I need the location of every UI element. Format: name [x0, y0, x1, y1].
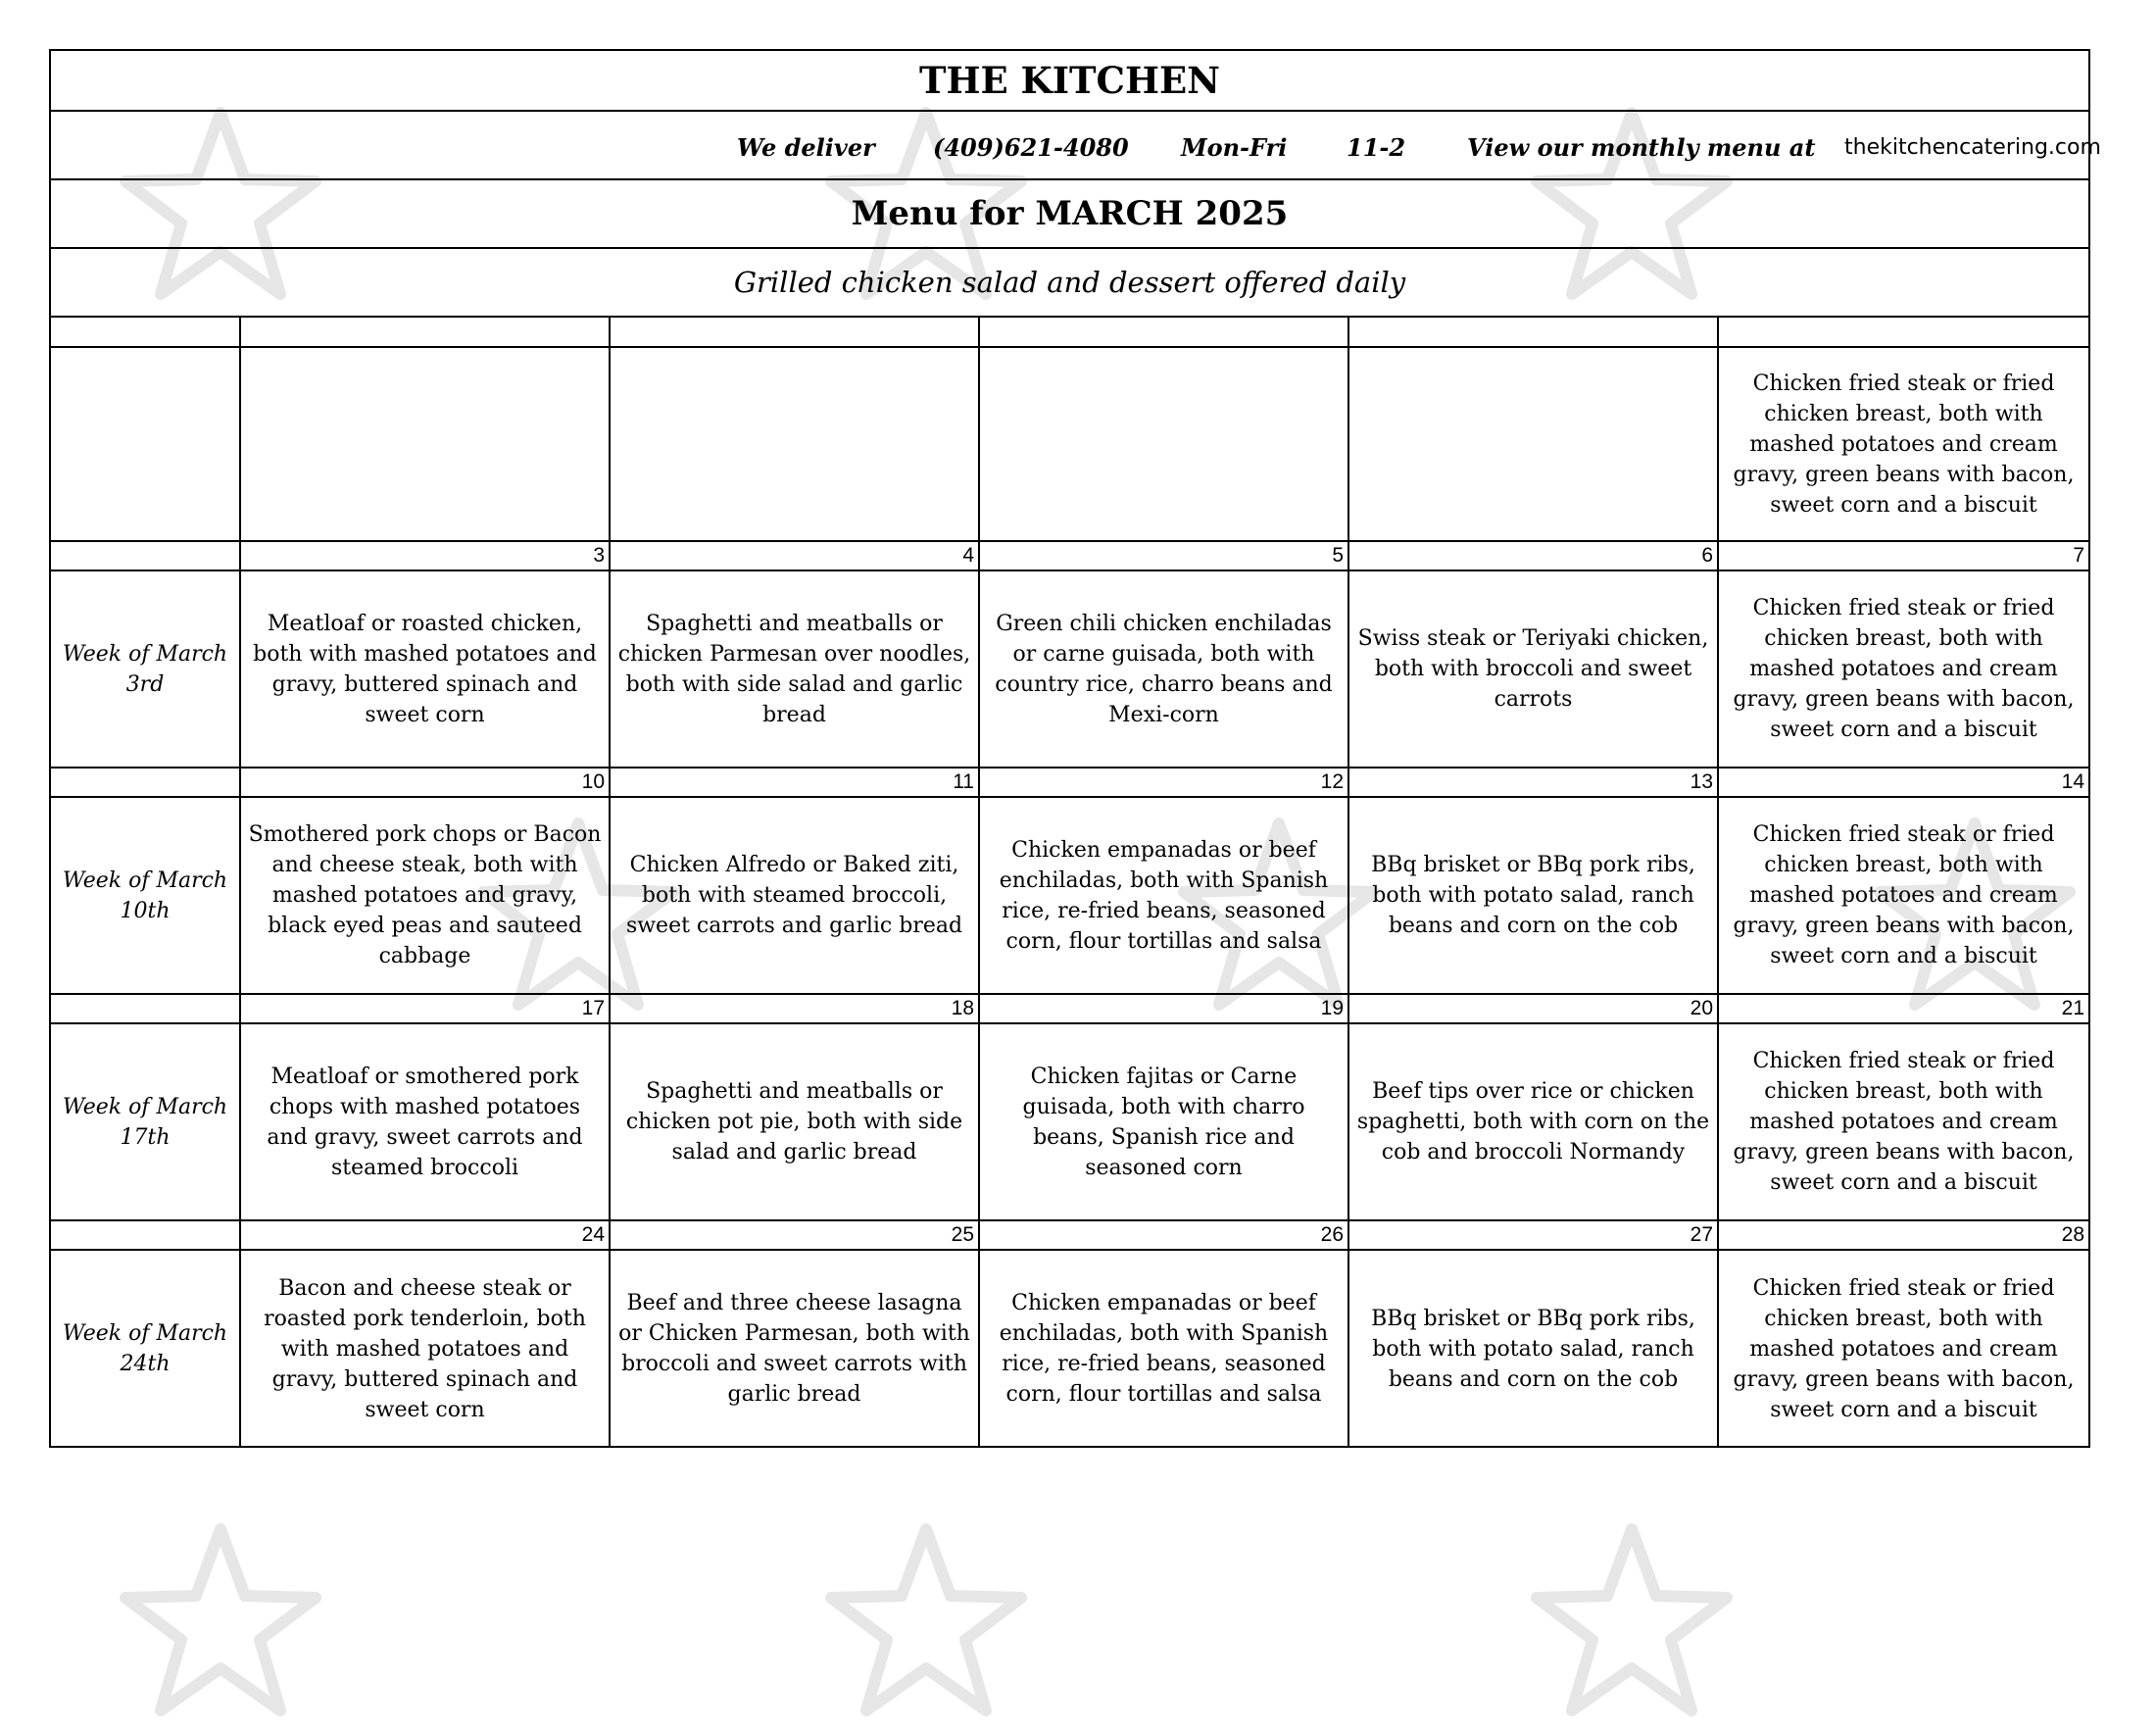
- date-number: 10: [240, 768, 610, 797]
- star-fork-icon: [108, 1510, 333, 1735]
- week-label: Week of March 24th: [51, 1250, 240, 1447]
- week-row: [51, 1023, 2088, 1220]
- week-row: [51, 1250, 2088, 1447]
- daily-menu-cell: Chicken fried steak or fried chicken breast, both with mashed potatoes and cream gravy, green beans with bacon, sweet corn and a biscuit: [1718, 570, 2088, 768]
- week-label: Week of March 3rd: [51, 570, 240, 768]
- week-spacer-cell: [51, 318, 240, 347]
- week-spacer-cell: [51, 994, 240, 1023]
- delivery-hours: 11-2: [1347, 133, 1406, 162]
- daily-menu-cell: Smothered pork chops or Bacon and cheese steak, both with mashed potatoes and gravy, black eyed peas and sauteed cabbage: [240, 797, 610, 994]
- week-spacer-cell: [51, 541, 240, 570]
- date-number: [1348, 318, 1718, 347]
- date-number: 26: [979, 1220, 1348, 1250]
- daily-menu-cell: Chicken fried steak or fried chicken breast, both with mashed potatoes and cream gravy, green beans with bacon, sweet corn and a biscuit: [1718, 347, 2088, 541]
- week-row: [51, 797, 2088, 994]
- date-number: 5: [979, 541, 1348, 570]
- date-number: 18: [610, 994, 979, 1023]
- delivery-days: Mon-Fri: [1181, 133, 1288, 162]
- week-spacer-cell: [51, 1220, 240, 1250]
- daily-menu-cell: Meatloaf or smothered pork chops with mashed potatoes and gravy, sweet carrots and steamed broccoli: [240, 1023, 610, 1220]
- star-fork-icon: [1519, 1510, 1744, 1735]
- date-number: 7: [1718, 541, 2088, 570]
- daily-menu-cell: Chicken Alfredo or Baked ziti, both with steamed broccoli, sweet carrots and garlic bread: [610, 797, 979, 994]
- daily-menu-cell: Meatloaf or roasted chicken, both with mashed potatoes and gravy, buttered spinach and sweet corn: [240, 570, 610, 768]
- date-number-row: [51, 541, 2088, 570]
- daily-menu-cell: Chicken fajitas or Carne guisada, both with charro beans, Spanish rice and seasoned corn: [979, 1023, 1348, 1220]
- daily-menu-cell: [1348, 347, 1718, 541]
- date-number: 20: [1348, 994, 1718, 1023]
- menu-sheet: [49, 49, 2101, 1448]
- date-number: 21: [1718, 994, 2088, 1023]
- date-number: 14: [1718, 768, 2088, 797]
- date-number: 6: [1348, 541, 1718, 570]
- menu-link-label: View our monthly menu at: [1467, 133, 1816, 162]
- daily-menu-cell: BBq brisket or BBq pork ribs, both with potato salad, ranch beans and corn on the cob: [1348, 1250, 1718, 1447]
- month-title: Menu for MARCH 2025: [51, 180, 2088, 249]
- daily-menu-cell: Green chili chicken enchiladas or carne guisada, both with country rice, charro beans and Mexi-corn: [979, 570, 1348, 768]
- website-link[interactable]: thekitchencatering.com: [1844, 135, 2101, 160]
- daily-menu-cell: Spaghetti and meatballs or chicken Parmesan over noodles, both with side salad and garlic bread: [610, 570, 979, 768]
- week-row: [51, 570, 2088, 768]
- daily-menu-cell: [610, 347, 979, 541]
- week-label: Week of March 10th: [51, 797, 240, 994]
- daily-note: Grilled chicken salad and dessert offered daily: [51, 249, 2088, 318]
- date-number: 25: [610, 1220, 979, 1250]
- week-label: [51, 347, 240, 541]
- date-number: 28: [1718, 1220, 2088, 1250]
- daily-menu-cell: Swiss steak or Teriyaki chicken, both with broccoli and sweet carrots: [1348, 570, 1718, 768]
- daily-menu-cell: [240, 347, 610, 541]
- date-number-row: [51, 994, 2088, 1023]
- daily-menu-cell: Beef tips over rice or chicken spaghetti, both with corn on the cob and broccoli Normandy: [1348, 1023, 1718, 1220]
- date-number: 17: [240, 994, 610, 1023]
- date-number: [610, 318, 979, 347]
- deliver-label: We deliver: [737, 133, 875, 162]
- date-number: 24: [240, 1220, 610, 1250]
- date-number: 12: [979, 768, 1348, 797]
- week-label: Week of March 17th: [51, 1023, 240, 1220]
- date-number-row: [51, 318, 2088, 347]
- star-fork-icon: [813, 1510, 1039, 1735]
- daily-menu-cell: Bacon and cheese steak or roasted pork tenderloin, both with mashed potatoes and gravy, buttered spinach and sweet corn: [240, 1250, 610, 1447]
- date-number: 11: [610, 768, 979, 797]
- restaurant-title: THE KITCHEN: [51, 51, 2088, 112]
- daily-menu-cell: Chicken fried steak or fried chicken breast, both with mashed potatoes and cream gravy, green beans with bacon, sweet corn and a biscuit: [1718, 1023, 2088, 1220]
- daily-menu-cell: BBq brisket or BBq pork ribs, both with potato salad, ranch beans and corn on the cob: [1348, 797, 1718, 994]
- date-number: [1718, 318, 2088, 347]
- menu-calendar: [51, 318, 2088, 1447]
- date-number: 13: [1348, 768, 1718, 797]
- date-number-row: [51, 1220, 2088, 1250]
- daily-menu-cell: Spaghetti and meatballs or chicken pot pie, both with side salad and garlic bread: [610, 1023, 979, 1220]
- delivery-info-bar: [51, 112, 2101, 180]
- week-row: [51, 347, 2088, 541]
- daily-menu-cell: [979, 347, 1348, 541]
- daily-menu-cell: Chicken empanadas or beef enchiladas, both with Spanish rice, re-fried beans, seasoned corn, flour tortillas and salsa: [979, 797, 1348, 994]
- date-number: 3: [240, 541, 610, 570]
- daily-menu-cell: Chicken fried steak or fried chicken breast, both with mashed potatoes and cream gravy, green beans with bacon, sweet corn and a biscuit: [1718, 797, 2088, 994]
- phone-number: (409)621-4080: [933, 133, 1129, 162]
- date-number: [240, 318, 610, 347]
- date-number-row: [51, 768, 2088, 797]
- daily-menu-cell: Beef and three cheese lasagna or Chicken Parmesan, both with broccoli and sweet carrots with garlic bread: [610, 1250, 979, 1447]
- daily-menu-cell: Chicken empanadas or beef enchiladas, both with Spanish rice, re-fried beans, seasoned corn, flour tortillas and salsa: [979, 1250, 1348, 1447]
- date-number: 19: [979, 994, 1348, 1023]
- date-number: 4: [610, 541, 979, 570]
- week-spacer-cell: [51, 768, 240, 797]
- date-number: 27: [1348, 1220, 1718, 1250]
- date-number: [979, 318, 1348, 347]
- daily-menu-cell: Chicken fried steak or fried chicken breast, both with mashed potatoes and cream gravy, green beans with bacon, sweet corn and a biscuit: [1718, 1250, 2088, 1447]
